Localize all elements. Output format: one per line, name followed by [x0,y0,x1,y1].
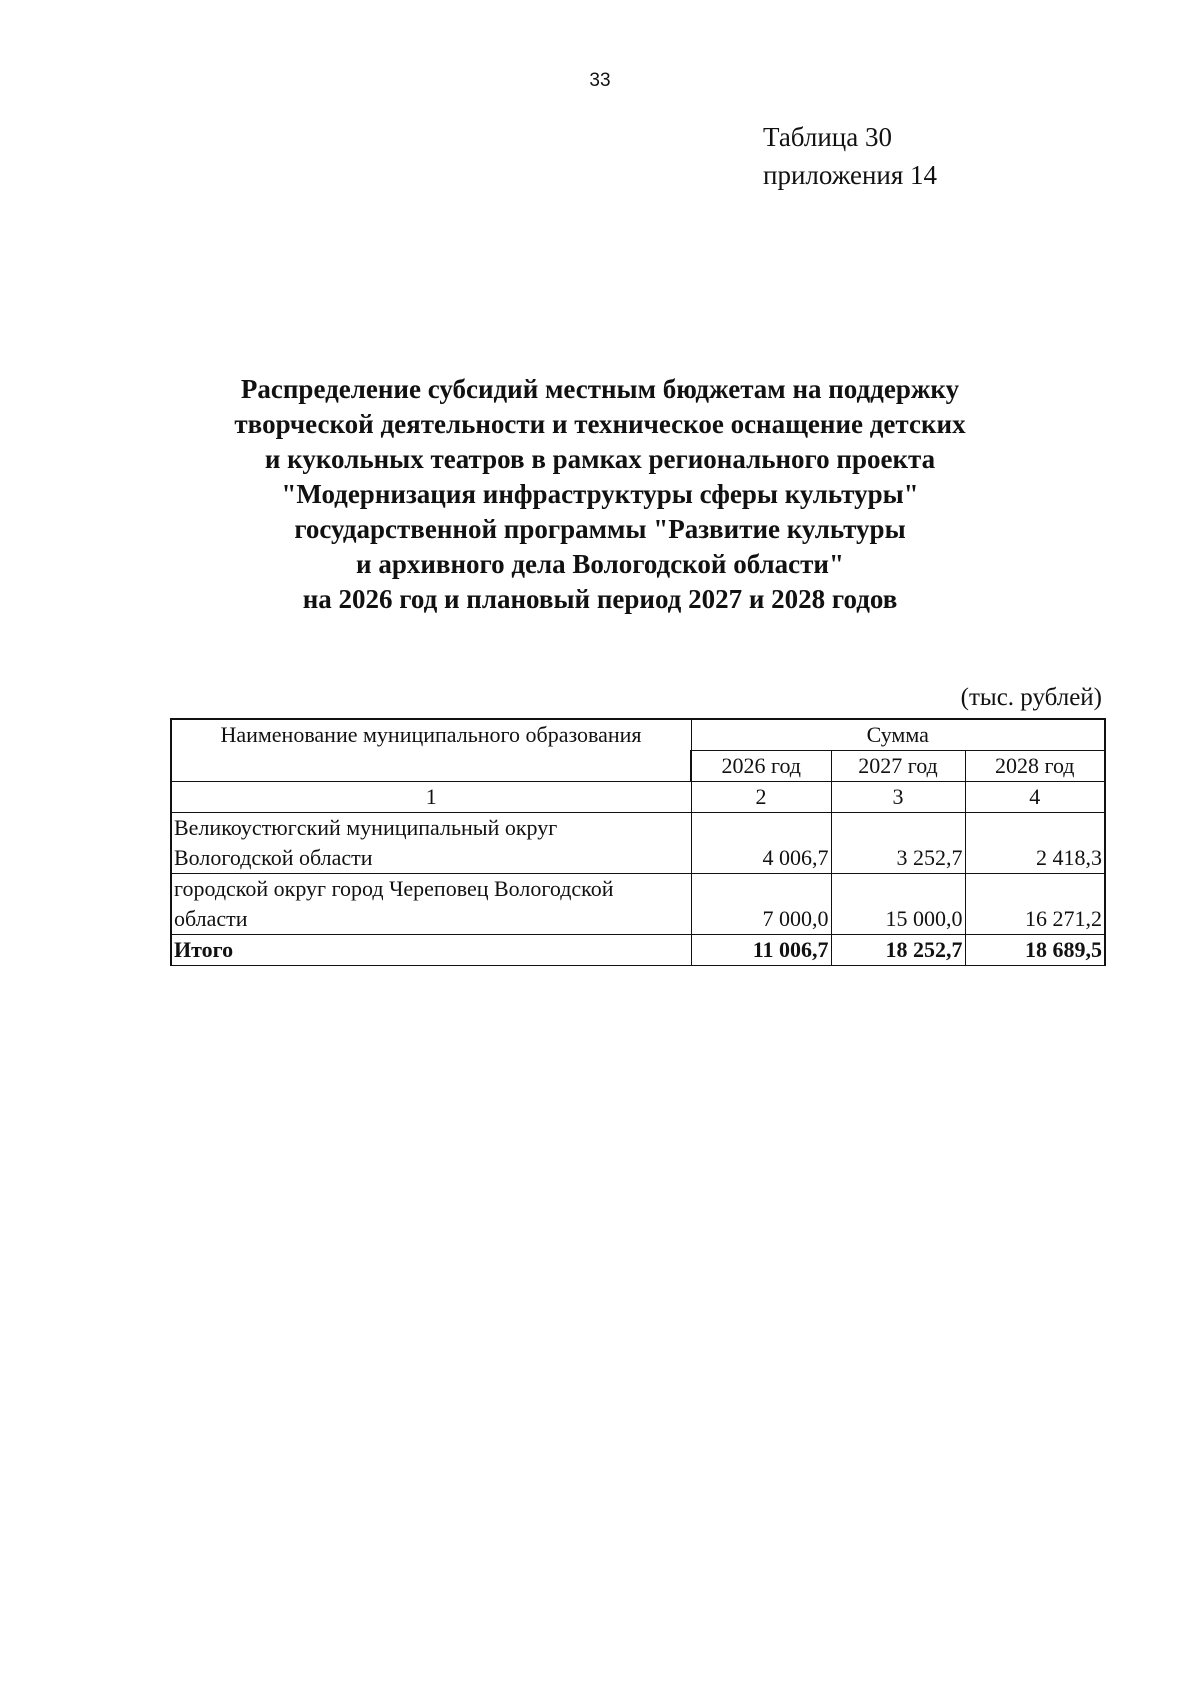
title-line: на 2026 год и плановый период 2027 и 2028 годов [302,584,898,614]
header-sum: Сумма [691,719,1105,751]
table-row [171,874,1105,935]
column-number: 1 [171,782,691,813]
table-reference [763,118,937,194]
value-2028: 2 418,3 [965,813,1105,874]
table-total-row [171,935,1105,966]
table-row [171,813,1105,874]
value-2027: 3 252,7 [831,813,965,874]
units-label: (тыс. рублей) [960,684,1102,711]
value-2026: 7 000,0 [691,874,831,935]
subsidy-table [170,718,1106,966]
municipality-name [171,813,691,874]
title-line: Распределение субсидий местным бюджетам на поддержку [240,374,960,404]
header-year-2027: 2027 год [831,751,965,782]
title-line: и архивного дела Вологодской области" [356,549,844,579]
total-2026: 11 006,7 [691,935,831,966]
column-number: 2 [691,782,831,813]
column-number: 4 [965,782,1105,813]
header-year-2028: 2028 год [965,751,1105,782]
table-reference-appendix: приложения 14 [763,160,938,190]
table-column-number-row [171,782,1105,813]
title-line: и кукольных театров в рамках регионального проекта [264,444,936,474]
municipality-name-line: городской округ город Череповец Вологодской [174,876,614,901]
document-title [200,372,1000,617]
value-2027: 15 000,0 [831,874,965,935]
total-2028: 18 689,5 [965,935,1105,966]
page-number: 33 [589,70,611,91]
title-line: "Модернизация инфраструктуры сферы культуры" [281,479,919,509]
municipality-name-line: Вологодской области [174,845,373,870]
header-municipality-name: Наименование муниципального образования [171,719,691,782]
column-number: 3 [831,782,965,813]
municipality-name [171,874,691,935]
title-line: творческой деятельности и техническое оснащение детских [234,409,966,439]
table-reference-number: Таблица 30 [763,122,892,152]
value-2028: 16 271,2 [965,874,1105,935]
title-line: государственной программы "Развитие культуры [294,514,906,544]
table-header-row [171,719,1105,751]
total-2027: 18 252,7 [831,935,965,966]
header-year-2026: 2026 год [691,751,831,782]
municipality-name-line: Великоустюгский муниципальный округ [174,815,558,840]
municipality-name-line: области [174,906,248,931]
total-label: Итого [171,935,691,966]
value-2026: 4 006,7 [691,813,831,874]
